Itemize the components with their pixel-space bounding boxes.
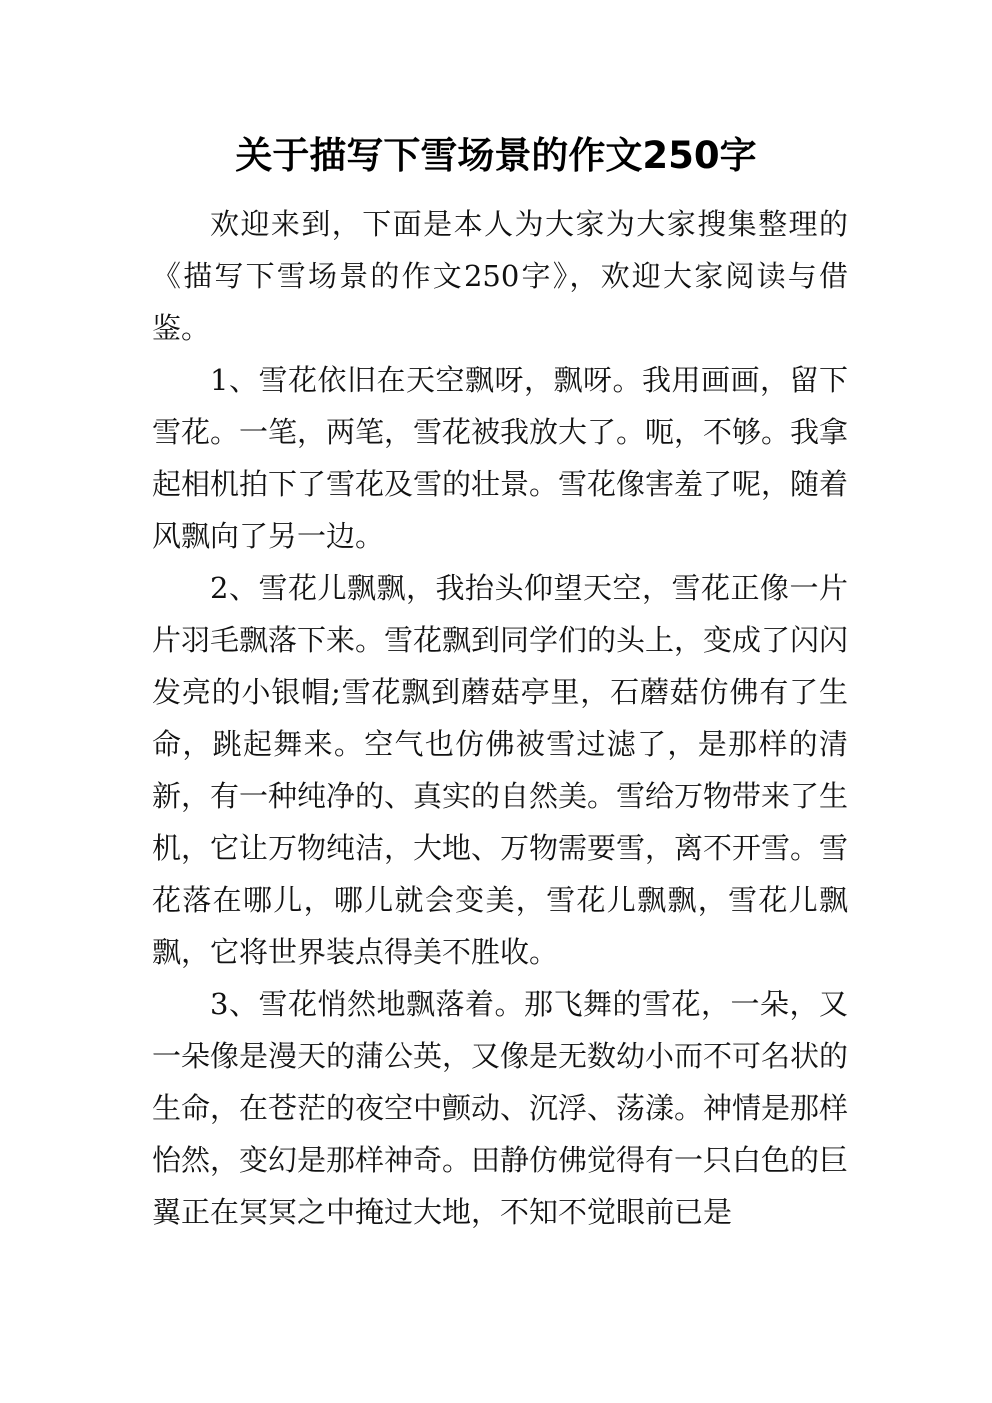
- paragraph-3: 3、雪花悄然地飘落着。那飞舞的雪花，一朵，又一朵像是漫天的蒲公英，又像是无数幼小而不可名状的生命，在苍茫的夜空中颤动、沉浮、荡漾。神情是那样怡然，变幻是那样神奇。田静仿佛觉得有一只白色的巨翼正在冥冥之中掩过大地，不知不觉眼前已是: [152, 987, 849, 1229]
- document-title: 关于描写下雪场景的作文250字: [235, 134, 757, 177]
- paragraph-1: 1、雪花依旧在天空飘呀，飘呀。我用画画，留下雪花。一笔，两笔，雪花被我放大了。呃，不够。我拿起相机拍下了雪花及雪的壮景。雪花像害羞了呢，随着风飘向了另一边。: [152, 363, 849, 553]
- paragraph-2: 2、雪花儿飘飘，我抬头仰望天空，雪花正像一片片羽毛飘落下来。雪花飘到同学们的头上，变成了闪闪发亮的小银帽;雪花飘到蘑菇亭里，石蘑菇仿佛有了生命，跳起舞来。空气也仿佛被雪过滤了，是那样的清新，有一种纯净的、真实的自然美。雪给万物带来了生机，它让万物纯洁，大地、万物需要雪，离不开雪。雪花落在哪儿，哪儿就会变美，雪花儿飘飘，雪花儿飘飘，它将世界装点得美不胜收。: [152, 571, 849, 969]
- document-body: [152, 198, 848, 1238]
- paragraph-intro: 欢迎来到，下面是本人为大家为大家搜集整理的《描写下雪场景的作文250字》，欢迎大家阅读与借鉴。: [152, 207, 848, 345]
